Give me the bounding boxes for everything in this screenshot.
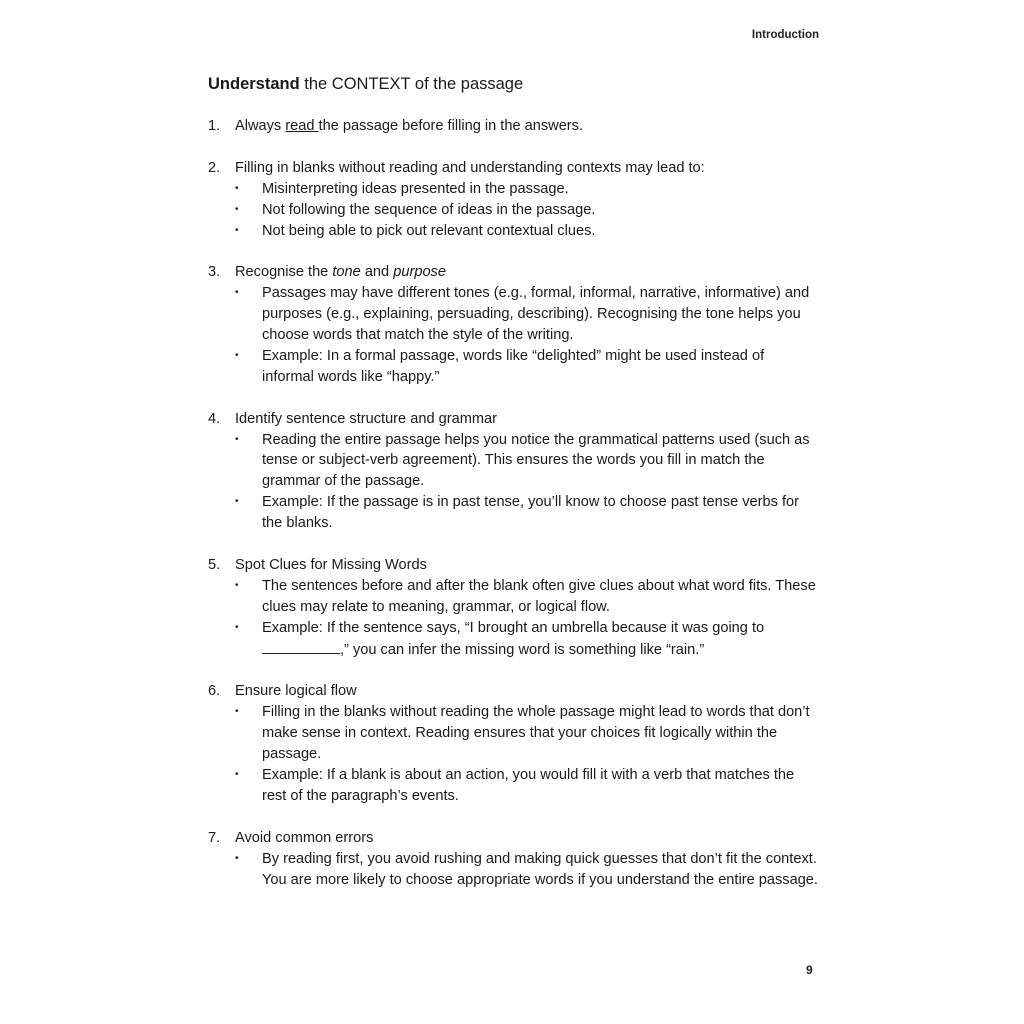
bullet-list [235, 179, 820, 242]
item-heading: Ensure logical flow [235, 683, 357, 700]
list-item-4 [208, 409, 820, 534]
item-number: 7. [208, 829, 221, 846]
bullet-item [235, 283, 820, 346]
list-item-3 [208, 262, 820, 387]
item-number: 6. [208, 683, 221, 700]
text-run: and [360, 264, 394, 281]
section-title-rest: the CONTEXT of the passage [299, 75, 524, 93]
running-head: Introduction [751, 29, 819, 41]
list-item-6 [208, 681, 820, 806]
bullet-icon: • [235, 706, 239, 718]
bullet-text: Example: In a formal passage, words like “delighted” might be used instead of informal words like “happy.” [262, 347, 765, 385]
bullet-icon: • [235, 769, 239, 781]
bullet-item [235, 576, 820, 618]
bullet-item [235, 618, 820, 661]
bullet-item [235, 179, 820, 200]
bullet-icon: • [235, 621, 239, 633]
bullet-item [235, 702, 820, 765]
bullet-item [235, 765, 820, 807]
italic-word: tone [332, 264, 361, 281]
bullet-text: Example: If the sentence says, “I brought an umbrella because it was going to [262, 619, 765, 636]
item-number: 2. [208, 159, 221, 176]
bullet-item [235, 492, 820, 534]
item-heading [235, 262, 820, 283]
bullet-icon: • [235, 203, 239, 215]
bullet-item [235, 200, 820, 221]
bullet-icon: • [235, 852, 239, 864]
list-item-1 [208, 116, 820, 137]
bullet-list [235, 849, 820, 891]
section-title-bold: Understand [208, 75, 300, 93]
italic-word: purpose [393, 264, 446, 281]
bullet-item [235, 849, 820, 891]
item-heading: Filling in blanks without reading and understanding contexts may lead to: [235, 159, 705, 176]
bullet-text: Not following the sequence of ideas in the passage. [262, 201, 596, 218]
bullet-list [235, 576, 820, 661]
numbered-list [208, 116, 820, 911]
text-run: Always [235, 118, 286, 134]
bullet-list [235, 702, 820, 807]
bullet-item [235, 221, 820, 242]
bullet-icon: • [235, 287, 239, 299]
list-item-5 [208, 555, 820, 661]
item-number: 3. [208, 264, 221, 281]
bullet-list [235, 430, 820, 535]
item-heading [235, 116, 820, 137]
bullet-list [235, 283, 820, 388]
bullet-text: Passages may have different tones (e.g., formal, informal, narrative, informative) and purposes (e.g., explaining, persuading, describing). Recognising the tone helps you choose words that match the style of the writing. [262, 285, 810, 344]
bullet-text: Example: If the passage is in past tense, you’ll know to choose past tense verbs for the blanks. [262, 494, 800, 532]
bullet-text: ,” you can infer the missing word is something like “rain.” [340, 641, 705, 658]
item-number: 4. [208, 410, 221, 427]
bullet-text: The sentences before and after the blank often give clues about what word fits. These clues may relate to meaning, grammar, or logical flow. [262, 577, 816, 615]
list-item-2 [208, 158, 820, 242]
text-run: Recognise the [235, 264, 333, 281]
bullet-text: Not being able to pick out relevant contextual clues. [262, 222, 596, 239]
item-number: 5. [208, 556, 221, 573]
item-heading: Identify sentence structure and grammar [235, 410, 498, 427]
fill-in-blank [262, 639, 340, 654]
bullet-icon: • [235, 433, 239, 445]
item-heading: Spot Clues for Missing Words [235, 556, 427, 573]
page-number: 9 [806, 963, 813, 977]
bullet-icon: • [235, 182, 239, 194]
list-item-7 [208, 828, 820, 891]
section-title [208, 75, 523, 94]
bullet-icon: • [235, 224, 239, 236]
item-number: 1. [208, 118, 221, 134]
bullet-text: By reading first, you avoid rushing and making quick guesses that don’t fit the context. You are more likely to choose appropriate words if you understand the entire passage. [262, 850, 818, 888]
underlined-word: read [285, 118, 319, 134]
bullet-item [235, 430, 820, 493]
item-heading: Avoid common errors [235, 829, 374, 846]
bullet-item [235, 346, 820, 388]
bullet-text: Filling in the blanks without reading the whole passage might lead to words that don’t make sense in context. Reading ensures that your choices fit logically within the passage. [262, 704, 810, 763]
bullet-text: Reading the entire passage helps you notice the grammatical patterns used (such as tense or subject-verb agreement). This ensures the words you fill in match the grammar of the passage. [262, 431, 810, 490]
bullet-icon: • [235, 579, 239, 591]
bullet-text: Misinterpreting ideas presented in the passage. [262, 180, 569, 197]
text-run: the passage before filling in the answers. [318, 118, 584, 134]
bullet-icon: • [235, 349, 239, 361]
bullet-text: Example: If a blank is about an action, you would fill it with a verb that matches the rest of the paragraph’s events. [262, 767, 795, 804]
bullet-icon: • [235, 496, 239, 508]
